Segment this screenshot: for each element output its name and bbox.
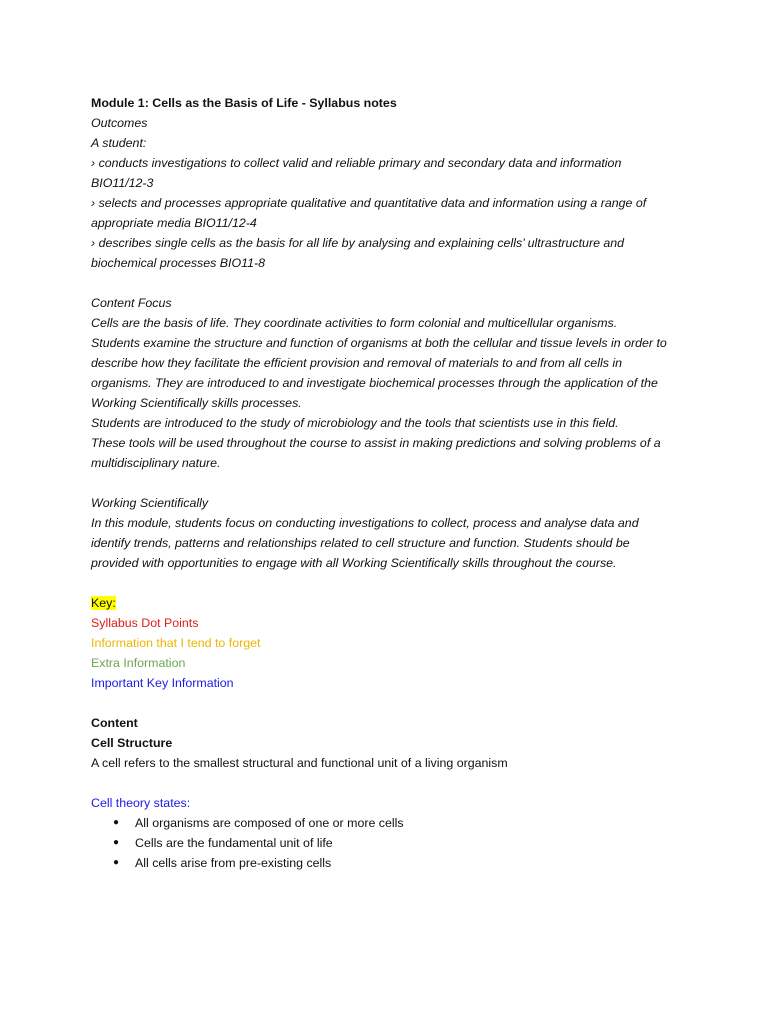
spacer (91, 773, 691, 793)
key-item-syllabus-dot-points: Syllabus Dot Points (91, 616, 199, 630)
list-item (91, 833, 691, 853)
content-heading: Content (91, 716, 138, 730)
key-item-forget-info: Information that I tend to forget (91, 636, 261, 650)
document-page (91, 93, 691, 873)
content-focus-line: Students are introduced to the study of microbiology and the tools that scientists use in this field. (91, 416, 619, 430)
bullet-icon: ● (113, 857, 120, 868)
content-focus-line: Students examine the structure and function of organisms at both the cellular and tissue levels in order to (91, 336, 667, 350)
spacer (91, 473, 691, 493)
working-scientifically-line: identify trends, patterns and relationships related to cell structure and function. Students should be (91, 536, 630, 550)
outcomes-line: appropriate media BIO11/12-4 (91, 216, 257, 230)
content-focus-line: describe how they facilitate the efficient provision and removal of materials to and from all cells in (91, 356, 622, 370)
spacer (91, 693, 691, 713)
outcomes-line: biochemical processes BIO11-8 (91, 256, 266, 270)
working-scientifically-line: provided with opportunities to engage with all Working Scientifically skills throughout the course. (91, 556, 617, 570)
page-title: Module 1: Cells as the Basis of Life - Syllabus notes (91, 96, 397, 110)
outcomes-line: BIO11/12-3 (91, 176, 154, 190)
list-item (91, 853, 691, 873)
outcomes-line: › conducts investigations to collect valid and reliable primary and secondary data and information (91, 156, 622, 170)
outcomes-line: › describes single cells as the basis for all life by analysing and explaining cells’ ultrastructure and (91, 236, 625, 250)
working-scientifically-line: In this module, students focus on conducting investigations to collect, process and analyse data and (91, 516, 639, 530)
content-focus-line: These tools will be used throughout the course to assist in making predictions and solving problems of a (91, 436, 661, 450)
content-focus-line: multidisciplinary nature. (91, 456, 221, 470)
list-item-text: Cells are the fundamental unit of life (135, 836, 333, 850)
key-item-extra-info: Extra Information (91, 656, 186, 670)
list-item-text: All cells arise from pre-existing cells (135, 856, 332, 870)
outcomes-heading: Outcomes (91, 116, 148, 130)
list-item-text: All organisms are composed of one or more cells (135, 816, 404, 830)
key-item-important-info: Important Key Information (91, 676, 234, 690)
content-focus-line: Working Scientifically skills processes. (91, 396, 302, 410)
cell-theory-heading: Cell theory states: (91, 796, 191, 810)
content-focus-line: organisms. They are introduced to and investigate biochemical processes through the application of the (91, 376, 658, 390)
spacer (91, 273, 691, 293)
working-scientifically-heading: Working Scientifically (91, 496, 209, 510)
key-section (91, 593, 691, 613)
list-item (91, 813, 691, 833)
cell-theory-list (91, 813, 691, 873)
content-focus-line: Cells are the basis of life. They coordinate activities to form colonial and multicellular organisms. (91, 316, 618, 330)
cell-structure-heading: Cell Structure (91, 736, 173, 750)
bullet-icon: ● (113, 817, 120, 828)
key-label: Key: (91, 596, 116, 610)
outcomes-line: › selects and processes appropriate qualitative and quantitative data and information using a range of (91, 196, 647, 210)
content-focus-heading: Content Focus (91, 296, 172, 310)
cell-definition: A cell refers to the smallest structural and functional unit of a living organism (91, 756, 508, 770)
spacer (91, 573, 691, 593)
bullet-icon: ● (113, 837, 120, 848)
outcomes-line: A student: (91, 136, 147, 150)
